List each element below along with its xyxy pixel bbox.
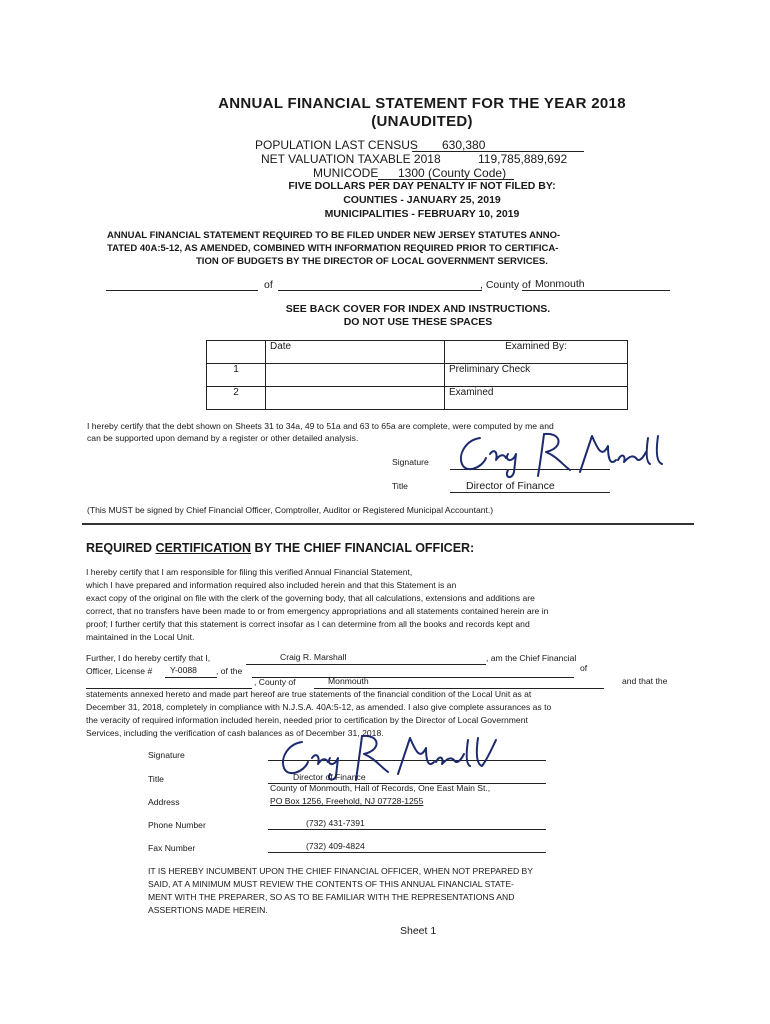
incumbent-line-4: ASSERTIONS MADE HEREIN. xyxy=(148,905,268,915)
debt-cert-line-2: can be supported upon demand by a register or other detailed analysis. xyxy=(87,433,359,443)
table-cell xyxy=(266,387,445,410)
of-the-label: , of the xyxy=(216,666,243,676)
cert-para-line-5: proof; I further certify that this statement is correct insofar as I can determine from all the books and records kept and xyxy=(86,619,530,629)
county-of-label: , County of xyxy=(480,279,531,291)
chief-financial-label: , am the Chief Financial xyxy=(486,653,577,663)
cfo-name: Craig R. Marshall xyxy=(280,652,347,662)
municipality-blank xyxy=(106,290,258,291)
signature-label-2: Signature xyxy=(148,750,185,760)
fax-value: (732) 409-4824 xyxy=(306,841,365,851)
statute-line-1: ANNUAL FINANCIAL STATEMENT REQUIRED TO BE FILED UNDER NEW JERSEY STATUTES ANNO- xyxy=(107,230,561,241)
penalty-notice: FIVE DOLLARS PER DAY PENALTY IF NOT FILED BY: xyxy=(288,180,556,192)
unit-name-blank xyxy=(278,290,482,291)
county-of-label-2: , County of xyxy=(254,677,296,687)
title-line xyxy=(450,492,610,493)
do-not-use-note: DO NOT USE THESE SPACES xyxy=(343,316,493,328)
county-underline xyxy=(522,290,670,291)
license-line xyxy=(165,677,217,678)
name-line xyxy=(246,664,486,665)
heading-suffix: BY THE CHIEF FINANCIAL OFFICER: xyxy=(254,541,475,555)
document-subtitle: (UNAUDITED) xyxy=(371,113,473,130)
signer-note: (This MUST be signed by Chief Financial Officer, Comptroller, Auditor or Registered Municipal Accountant.) xyxy=(87,505,494,515)
municipalities-deadline: MUNICIPALITIES - FEBRUARY 10, 2019 xyxy=(324,208,520,220)
table-cell xyxy=(207,341,266,364)
address-line-2: PO Box 1256, Freehold, NJ 07728-1255 xyxy=(270,796,424,806)
required-certification-heading xyxy=(86,541,474,555)
municode-value: 1300 (County Code) xyxy=(398,166,507,180)
further-label: Further, I do hereby certify that I, xyxy=(86,653,211,663)
cert-para-line-3: exact copy of the original on file with the clerk of the governing body, that all calculations, extensions and additions are xyxy=(86,593,535,603)
unit-line xyxy=(252,677,574,678)
cert-para2-line-1: statements annexed hereto and made part hereof are true statements of the financial condition of the Local Unit as at xyxy=(86,689,532,699)
of-label-2: of xyxy=(580,663,588,673)
county-value: Monmouth xyxy=(535,278,585,290)
title-label: Title xyxy=(392,481,408,491)
population-value: 630,380 xyxy=(442,138,486,152)
population-label: POPULATION LAST CENSUS xyxy=(255,138,418,152)
cert-para-line-6: maintained in the Local Unit. xyxy=(86,632,195,642)
table-row xyxy=(207,387,628,410)
signature-label: Signature xyxy=(392,457,429,467)
section-divider xyxy=(82,523,694,525)
cert-para2-line-4: Services, including the verification of cash balances as of December 31, 2018. xyxy=(86,728,384,738)
phone-value: (732) 431-7391 xyxy=(306,818,365,828)
valuation-value: 119,785,889,692 xyxy=(478,152,568,166)
counties-deadline: COUNTIES - JANUARY 25, 2019 xyxy=(343,194,501,206)
row-number: 2 xyxy=(207,387,266,410)
and-that-label: and that the xyxy=(622,676,668,686)
debt-cert-line-1: I hereby certify that the debt shown on Sheets 31 to 34a, 49 to 51a and 63 to 65a are complete, were computed by me and xyxy=(87,421,554,431)
county-value-2: Monmouth xyxy=(328,676,369,686)
phone-line xyxy=(268,829,546,830)
examined-by-header: Examined By: xyxy=(445,341,628,364)
license-value: Y-0088 xyxy=(170,665,197,675)
statute-line-3: TION OF BUDGETS BY THE DIRECTOR OF LOCAL GOVERNMENT SERVICES. xyxy=(196,256,548,267)
date-header: Date xyxy=(266,341,445,364)
fax-line xyxy=(268,852,546,853)
statute-line-2: TATED 40A:5-12, AS AMENDED, COMBINED WITH INFORMATION REQUIRED PRIOR TO CERTIFICA- xyxy=(107,243,559,254)
incumbent-line-3: MENT WITH THE PREPARER, SO AS TO BE FAMILIAR WITH THE REPRESENTATIONS AND xyxy=(148,892,515,902)
of-label: of xyxy=(264,279,273,291)
municode-label: MUNICODE xyxy=(313,166,379,180)
incumbent-line-1: IT IS HEREBY INCUMBENT UPON THE CHIEF FINANCIAL OFFICER, WHEN NOT PREPARED BY xyxy=(148,866,534,876)
address-line-1: County of Monmouth, Hall of Records, One East Main St., xyxy=(270,783,491,793)
table-row xyxy=(207,364,628,387)
row-label: Preliminary Check xyxy=(445,364,628,387)
cfo-signature-image xyxy=(452,424,692,482)
row-label: Examined xyxy=(445,387,628,410)
examination-table xyxy=(206,340,628,410)
incumbent-line-2: SAID, AT A MINIMUM MUST REVIEW THE CONTENTS OF THIS ANNUAL FINANCIAL STATE- xyxy=(148,879,514,889)
title-value: Director of Finance xyxy=(466,480,555,492)
back-cover-note: SEE BACK COVER FOR INDEX AND INSTRUCTIONS. xyxy=(285,303,551,315)
sheet-number: Sheet 1 xyxy=(400,925,437,937)
fax-label: Fax Number xyxy=(148,843,196,853)
cert-para2-line-3: the veracity of required information included herein, needed prior to certification by the Director of Local Government xyxy=(86,715,528,725)
heading-prefix: REQUIRED xyxy=(86,541,152,555)
document-title: ANNUAL FINANCIAL STATEMENT FOR THE YEAR 2018 xyxy=(218,95,626,112)
title-label-2: Title xyxy=(148,774,164,784)
phone-label: Phone Number xyxy=(148,820,206,830)
table-row xyxy=(207,341,628,364)
address-label: Address xyxy=(148,797,180,807)
title-value-2: Director of Finance xyxy=(293,772,366,782)
license-label: Officer, License # xyxy=(86,666,153,676)
cert-para-line-2: which I have prepared and information required also included herein and that this Statement is an xyxy=(86,580,457,590)
cert-para-line-1: I hereby certify that I am responsible for filing this verified Annual Financial Statement, xyxy=(86,567,413,577)
cert-para2-line-2: December 31, 2018, completely in compliance with N.J.S.A. 40A:5-12, as amended. I also give complete assurances as to xyxy=(86,702,552,712)
table-cell xyxy=(266,364,445,387)
heading-underlined: CERTIFICATION xyxy=(155,541,252,555)
cert-para-line-4: correct, that no transfers have been made to or from emergency appropriations and all statements contained herein are in xyxy=(86,606,549,616)
valuation-label: NET VALUATION TAXABLE 2018 xyxy=(261,152,441,166)
row-number: 1 xyxy=(207,364,266,387)
